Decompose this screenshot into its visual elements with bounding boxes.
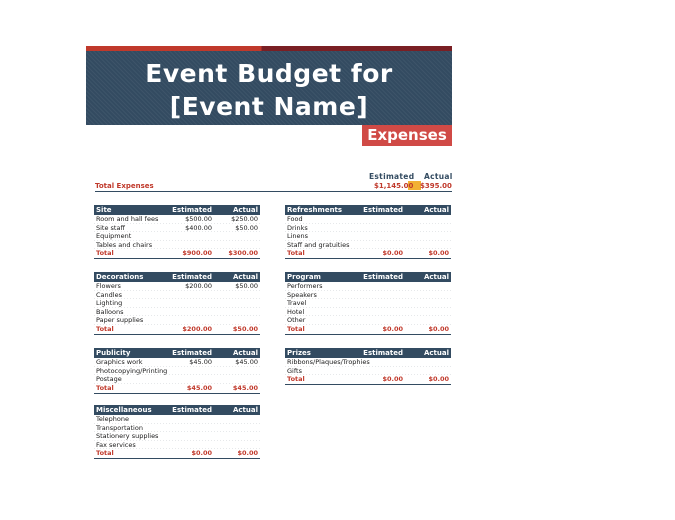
prizes-table [285, 348, 451, 385]
actual-column-header: Actual [232, 206, 258, 214]
table-title: Prizes [287, 349, 311, 357]
table-title: Miscellaneous [96, 406, 152, 414]
total-estimated-cell[interactable]: $200.00 [182, 324, 212, 333]
row-estimated-cell[interactable]: $200.00 [185, 282, 212, 290]
actual-column-header: Actual [232, 406, 258, 414]
total-actual-cell[interactable]: $0.00 [237, 449, 258, 457]
row-label[interactable]: Drinks [287, 223, 308, 232]
estimated-column-header: Estimated [363, 273, 403, 281]
table-row [94, 316, 260, 325]
refreshments-header [285, 205, 451, 215]
row-label[interactable]: Stationery supplies [96, 432, 159, 440]
row-label[interactable]: Gifts [287, 366, 302, 375]
table-row [94, 299, 260, 308]
row-label[interactable]: Flowers [96, 282, 121, 290]
publicity-header [94, 348, 260, 358]
total-label: Total [287, 249, 305, 257]
row-label[interactable]: Balloons [96, 307, 124, 316]
miscellaneous-header [94, 405, 260, 415]
total-row [94, 384, 260, 394]
total-row [94, 449, 260, 459]
total-row [285, 325, 451, 335]
prizes-header [285, 348, 451, 358]
total-estimated-cell[interactable]: $0.00 [382, 375, 403, 383]
row-label[interactable]: Fax services [96, 440, 136, 449]
estimated-column-header: Estimated [172, 206, 212, 214]
table-title: Program [287, 273, 321, 281]
total-actual-cell[interactable]: $0.00 [428, 324, 449, 333]
total-estimated-cell[interactable]: $0.00 [382, 324, 403, 333]
table-row [94, 441, 260, 450]
table-row [94, 291, 260, 300]
summary-estimated-header: Estimated [369, 172, 415, 181]
row-estimated-cell[interactable]: $45.00 [189, 358, 212, 366]
table-title: Publicity [96, 349, 131, 357]
row-label[interactable]: Performers [287, 282, 323, 290]
total-actual-cell[interactable]: $300.00 [228, 249, 258, 257]
row-label[interactable]: Other [287, 316, 306, 324]
row-actual-cell[interactable]: $250.00 [231, 215, 258, 223]
row-actual-cell[interactable]: $45.00 [235, 358, 258, 366]
site-table [94, 205, 260, 259]
decorations-header [94, 272, 260, 282]
row-label[interactable]: Lighting [96, 299, 123, 307]
row-label[interactable]: Linens [287, 232, 309, 240]
row-label[interactable]: Transportation [96, 423, 143, 432]
table-row [94, 415, 260, 424]
table-row [94, 232, 260, 241]
table-row [94, 367, 260, 376]
total-row [94, 249, 260, 259]
estimated-column-header: Estimated [363, 349, 403, 357]
table-row [285, 224, 451, 233]
row-estimated-cell[interactable]: $500.00 [185, 215, 212, 223]
estimated-column-header: Estimated [172, 273, 212, 281]
refreshments-table [285, 205, 451, 259]
table-title: Refreshments [287, 206, 343, 214]
estimated-column-header: Estimated [172, 349, 212, 357]
total-label: Total [287, 324, 305, 333]
total-actual-cell[interactable]: $0.00 [428, 375, 449, 383]
row-label[interactable]: Staff and gratuities [287, 240, 350, 249]
publicity-table [94, 348, 260, 394]
decorations-table [94, 272, 260, 335]
row-label[interactable]: Ribbons/Plaques/Trophies [287, 358, 370, 366]
total-estimated-cell[interactable]: $900.00 [182, 249, 212, 257]
total-estimated-cell[interactable]: $45.00 [186, 383, 212, 392]
page-title-line1: Event Budget for [145, 59, 393, 88]
total-estimated-cell[interactable]: $0.00 [382, 249, 403, 257]
row-label[interactable]: Hotel [287, 307, 305, 316]
total-label: Total [96, 383, 114, 392]
table-row [285, 241, 451, 250]
table-row [94, 358, 260, 367]
table-row [285, 299, 451, 308]
table-row [94, 424, 260, 433]
row-label[interactable]: Postage [96, 375, 122, 383]
row-estimated-cell[interactable]: $400.00 [185, 223, 212, 232]
table-row [285, 282, 451, 291]
total-expenses-row [95, 182, 452, 192]
row-label[interactable]: Candles [96, 290, 122, 299]
total-row [285, 375, 451, 385]
row-label[interactable]: Photocopying/Printing [96, 366, 168, 375]
total-expenses-estimated[interactable]: $1,145.00 [374, 182, 414, 190]
row-label[interactable]: Travel [287, 299, 307, 307]
table-row [94, 215, 260, 224]
miscellaneous-table [94, 405, 260, 459]
total-actual-cell[interactable]: $50.00 [232, 324, 258, 333]
table-row [285, 232, 451, 241]
total-row [285, 249, 451, 259]
actual-column-header: Actual [423, 273, 449, 281]
total-label: Total [96, 449, 114, 457]
total-label: Total [287, 375, 305, 383]
table-row [285, 308, 451, 317]
total-expenses-actual[interactable]: $395.00 [420, 182, 452, 190]
table-row [94, 224, 260, 233]
row-label[interactable]: Site staff [96, 223, 125, 232]
table-row [94, 308, 260, 317]
table-row [285, 358, 451, 367]
actual-column-header: Actual [232, 273, 258, 281]
row-label[interactable]: Equipment [96, 232, 132, 240]
program-table [285, 272, 451, 335]
total-estimated-cell[interactable]: $0.00 [191, 449, 212, 457]
actual-column-header: Actual [423, 349, 449, 357]
row-actual-cell[interactable]: $50.00 [235, 223, 258, 232]
total-expenses-label: Total Expenses [95, 182, 154, 190]
row-label[interactable]: Food [287, 215, 303, 223]
table-row [285, 291, 451, 300]
summary-actual-header: Actual [424, 172, 453, 181]
total-actual-cell[interactable]: $0.00 [428, 249, 449, 257]
estimated-column-header: Estimated [363, 206, 403, 214]
site-header [94, 205, 260, 215]
table-row [285, 316, 451, 325]
table-row [285, 367, 451, 376]
table-title: Site [96, 206, 112, 214]
row-label[interactable]: Speakers [287, 290, 317, 299]
row-label[interactable]: Telephone [96, 415, 130, 423]
total-label: Total [96, 324, 114, 333]
table-row [285, 215, 451, 224]
total-actual-cell[interactable]: $45.00 [232, 383, 258, 392]
expenses-section-label: Expenses [362, 125, 452, 146]
title-banner [86, 51, 452, 125]
row-label[interactable]: Graphics work [96, 358, 143, 366]
table-title: Decorations [96, 273, 144, 281]
program-header [285, 272, 451, 282]
page-title-line2: [Event Name] [169, 92, 369, 121]
table-row [94, 282, 260, 291]
estimated-column-header: Estimated [172, 406, 212, 414]
total-label: Total [96, 249, 114, 257]
actual-column-header: Actual [232, 349, 258, 357]
row-label[interactable]: Paper supplies [96, 316, 144, 324]
table-row [94, 241, 260, 250]
row-label[interactable]: Room and hall fees [96, 215, 159, 223]
row-actual-cell[interactable]: $50.00 [235, 282, 258, 290]
actual-column-header: Actual [423, 206, 449, 214]
table-row [94, 432, 260, 441]
total-row [94, 325, 260, 335]
table-row [94, 375, 260, 384]
row-label[interactable]: Tables and chairs [96, 240, 153, 249]
